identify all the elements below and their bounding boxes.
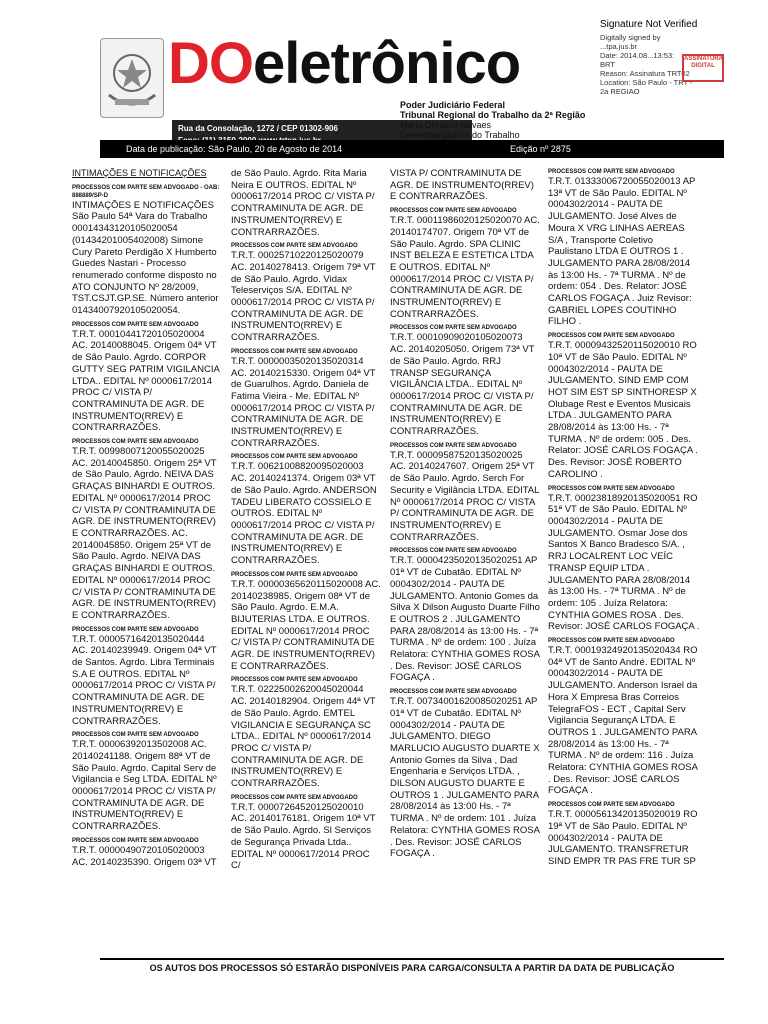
entry-text: T.R.T. 00005716420135020444 AC. 20140239949. Origem 04ª VT de Santos. Agrdo. Libra Terminais S.A E OUTROS. EDITAL Nº 0000617/2014 PROC C/ VISTA P/ CONTRAMINUTA DE AGR. DE INSTRUMENTO(RREV) E CONTRARRAZÕES. [72, 633, 217, 727]
entry-heading: PROCESSOS COM PARTE SEM ADVOGADO [548, 169, 675, 175]
entry-text: T.R.T. 00009587520135020025 AC. 20140247607. Origem 25ª VT de São Paulo. Agrdo. Serch For Security e Vigilância LTDA. EDITAL Nº 0000617/2014 PROC C/ VISTA P/ CONTRAMINUTA DE AGR. DE INSTRUMENTO(RREV) E CONTRARRAZÕES. [390, 449, 540, 543]
court-line-2: Tribunal Regional do Trabalho da 2ª Região [400, 110, 586, 120]
entry-text: VISTA P/ CONTRAMINUTA DE AGR. DE INSTRUMENTO(RREV) E CONTRARRAZÕES. [390, 168, 534, 203]
entry-heading: PROCESSOS COM PARTE SEM ADVOGADO [231, 243, 358, 250]
entry-heading: PROCESSOS COM PARTE SEM ADVOGADO [390, 325, 517, 332]
section-title: INTIMAÇÕES E NOTIFICAÇÕES [72, 168, 207, 178]
entry-heading: PROCESSOS COM PARTE SEM ADVOGADO - OAB: 888889/SP-D [72, 184, 220, 199]
signature-status: Signature Not Verified [600, 19, 698, 30]
logo-eletronico: eletrônico [253, 31, 521, 96]
entry-text: T.R.T. 00010441720105020004 AC. 20140088045. Origem 04ª VT de São Paulo. Agrdo. CORPOR GUTTY SEG PATRIM VIGILANCIA LTDA.. EDITAL Nº 0000617/2014 PROC C/ VISTA P/ CONTRAMINUTA DE AGR. DE INSTRUMENTO(RREV) E CONTRARRAZÕES. [72, 328, 220, 434]
entry-text: T.R.T. 00007264520125020010 AC. 20140176181. Origem 10ª VT de São Paulo. Agrdo. Sl Serviços de Segurança Privada Ltda.. EDITAL Nº 0000617/2014 PROC C/ [231, 801, 376, 872]
entry-heading: PROCESSOS COM PARTE SEM ADVOGADO [231, 794, 358, 801]
publication-date: Data de publicação: São Paulo, 20 de Agosto de 2014 [126, 144, 343, 154]
signature-line-5: Reason: Assinatura TRT02 [600, 69, 690, 78]
logo-do: DO [168, 31, 253, 96]
signature-line-1: Digitally signed by [600, 33, 661, 42]
entry-heading: PROCESSOS COM PARTE SEM ADVOGADO [390, 442, 517, 449]
column-1 [72, 168, 222, 868]
entry-text: T.R.T. 00006392013502008 AC. 20140241188. Origem 88ª VT de São Paulo. Agrdo. Capital Serv de Vigilancia e Seg LTDA. EDITAL Nº 0000617/2014 PROC C/ VISTA P/ CONTRAMINUTA DE AGR. DE INSTRUMENTO(RREV) E CONTRARRAZÕES. [72, 739, 217, 833]
column-4 [548, 168, 700, 868]
signature-line-3: Date: 2014.08...13:53: [600, 51, 675, 60]
entry-heading: PROCESSOS COM PARTE SEM ADVOGADO [72, 732, 199, 739]
column-2 [231, 168, 381, 872]
digital-signature-block[interactable] [600, 20, 760, 110]
entry-text: T.R.T. 00005613420135020019 RO 19ª VT de São Paulo. EDITAL Nº 0004302/2014 - PAUTA DE JULGAMENTO. TRANSFRETUR SIND EMPR TR PAS FRE TUR SP [548, 809, 698, 867]
entry-text: T.R.T. 01333006720055020013 AP 13ª VT de São Paulo. EDITAL Nº 0004302/2014 - PAUTA DE JULGAMENTO. José Alves de Moura X VRG LINHAS AEREAS S/A , Transporte Coletivo Paulistano LTDA E OUTROS 1 . JULGAMENTO PARA 28/08/2014 às 13:00 Hs. - 7ª TURMA . Nº de ordem: 054 . Des. Relator: JOSÉ CARLOS FOGAÇA . Juiz Revisor: GABRIEL LOPES COUTINHO FILHO . [548, 176, 696, 328]
signature-line-4: BRT [600, 60, 615, 69]
footer-notice: OS AUTOS DOS PROCESSOS SÓ ESTARÃO DISPONÍVEIS PARA CARGA/CONSULTA A PARTIR DA DATA DE PUBLICAÇÃO [100, 958, 724, 973]
entry-heading: PROCESSOS COM PARTE SEM ADVOGADO [390, 689, 517, 696]
column-3 [390, 168, 540, 860]
entry-heading: PROCESSOS COM PARTE SEM ADVOGADO [72, 837, 199, 844]
signature-stamp-icon: ASSINATURA DIGITAL [682, 54, 724, 82]
entry-heading: PROCESSOS COM PARTE SEM ADVOGADO [548, 638, 675, 645]
entry-heading: PROCESSOS COM PARTE SEM ADVOGADO [231, 454, 358, 461]
entry-heading: PROCESSOS COM PARTE SEM ADVOGADO [231, 677, 358, 684]
entry-text: T.R.T. 00734001620085020251 AP 01ª VT de Cubatão. EDITAL Nº 0004302/2014 - PAUTA DE JULGAMENTO. DIEGO MARLUCIO AUGUSTO DUARTE X Antonio Gomes da Silva , Dad Engenharia e Serviços LTDA. , DILSON AUGUSTO DUARTE E OUTROS 1 . JULGAMENTO PARA 28/08/2014 às 13:00 Hs. - 7ª TURMA . Nº de ordem: 101 . Juíza Relatora: CYNTHIA GOMES ROSA . Des. Revisor: JOSÉ CARLOS FOGAÇA . [390, 696, 540, 860]
entry-heading: PROCESSOS COM PARTE SEM ADVOGADO [548, 802, 675, 809]
entry-text: T.R.T. 00000365620115020008 AC. 20140238985. Origem 08ª VT de São Paulo. Agrdo. E.M.A. BIJUTERIAS LTDA. E OUTROS. EDITAL Nº 0000617/2014 PROC C/ VISTA P/ CONTRAMINUTA DE AGR. DE INSTRUMENTO(RREV) E CONTRARRAZÕES. [231, 578, 381, 672]
entry-heading: PROCESSOS COM PARTE SEM ADVOGADO [548, 485, 675, 492]
court-line-1: Poder Judiciário Federal [400, 100, 506, 110]
signature-line-7: 2a REGIAO [600, 87, 640, 96]
entry-text: T.R.T. 00004235020135020251 AP 01ª VT de Cubatão. EDITAL Nº 0004302/2014 - PAUTA DE JULGAMENTO. Antonio Gomes da Silva X Dilson Augusto Duarte Filho E OUTROS 2 . JULGAMENTO PARA 28/08/2014 às 13:00 Hs. - 7ª TURMA . Nº de ordem: 100 . Juíza Relatora: CYNTHIA GOMES ROSA . Des. Revisor: JOSÉ CARLOS FOGAÇA . [390, 555, 540, 684]
entry-text: T.R.T. 00010909020105020073 AC. 20140205050. Origem 73ª VT de São Paulo. Agrdo. RRJ TRANSP SEGURANÇA VIGILÂNCIA LTDA.. EDITAL Nº 0000617/2014 PROC C/ VISTA P/ CONTRAMINUTA DE AGR. DE INSTRUMENTO(RREV) E CONTRARRAZÕES. [390, 332, 535, 438]
entry-text: T.R.T. 00000490720105020003 AC. 20140235390. Origem 03ª VT [72, 844, 217, 868]
entry-text: T.R.T. 00011986020125020070 AC. 20140174707. Origem 70ª VT de São Paulo. Agrdo. SPA CLINIC INST BELEZA E ESTETICA LTDA E OUTROS. EDITAL Nº 0000617/2014 PROC C/ VISTA P/ CONTRAMINUTA DE AGR. DE INSTRUMENTO(RREV) E CONTRARRAZÕES. [390, 215, 540, 320]
publication-bar [100, 140, 724, 158]
entry-heading: PROCESSOS COM PARTE SEM ADVOGADO [72, 439, 199, 446]
coat-of-arms-icon [100, 38, 164, 118]
signature-line-6: Location: São Paulo - TRT - [600, 78, 693, 87]
entry-text: T.R.T. 00025710220125020079 AC. 20140278413. Origem 79ª VT de São Paulo. Agrdo. Vidax Teleserviços S/A. EDITAL Nº 0000617/2014 PROC C/ VISTA P/ CONTRAMINUTA DE AGR. DE INSTRUMENTO(RREV) E CONTRARRAZÕES. [231, 250, 376, 344]
entry-text: T.R.T. 00023818920135020051 RO 51ª VT de São Paulo. EDITAL Nº 0004302/2014 - PAUTA DE JULGAMENTO. Osmar Jose dos Santos X Banco Bradesco S/A. , RRJ LOCALRENT LOC VEÍC TRANSP EQUIP LTDA . JULGAMENTO PARA 28/08/2014 às 13:00 Hs. - 7ª TURMA . Nº de ordem: 105 . Juíza Relatora: CYNTHIA GOMES ROSA . Des. Revisor: JOSÉ CARLOS FOGAÇA . [548, 492, 700, 633]
court-line-3: Maria Doralice Novaes [400, 120, 492, 130]
entry-heading: PROCESSOS COM PARTE SEM ADVOGADO [72, 321, 199, 328]
entry-text: INTIMAÇÕES E NOTIFICAÇÕES São Paulo 54ª Vara do Trabalho 00014343120105020054 (01434201005402008) Simone Cury Pareto Perdigão X Humberto Guedes Nastari - Processo renumerado conforme disposto no ATO CONJUNTO Nº 28/2009, TST.CSJT.GP.SE. Número anterior 01434007920105020054. [72, 199, 219, 317]
entry-heading: PROCESSOS COM PARTE SEM ADVOGADO [548, 333, 675, 340]
entry-text: T.R.T. 00009432520115020010 RO 10ª VT de São Paulo. EDITAL Nº 0004302/2014 - PAUTA DE JULGAMENTO. SIND EMP COM HOT SIM EST SP SINTHORESP X Olubage Rest e Eventos Musicais LTDA . JULGAMENTO PARA 28/08/2014 às 13:00 Hs. - 7ª TURMA . Nº de ordem: 005 . Des. Relator: JOSÉ CARLOS FOGAÇA . Des. Revisor: JOSÉ ROBERTO CAROLINO . [548, 340, 698, 480]
entry-heading: PROCESSOS COM PARTE SEM ADVOGADO [231, 571, 358, 578]
entry-text: T.R.T. 00621008820095020003 AC. 20140241374. Origem 03ª VT de São Paulo. Agrdo. ANDERSON TADEU LIBERATO COSSIELO E OUTROS. EDITAL Nº 0000617/2014 PROC C/ VISTA P/ CONTRAMINUTA DE AGR. DE INSTRUMENTO(RREV) E CONTRARRAZÕES. [231, 461, 377, 567]
edition-number: Edição nº 2875 [510, 144, 571, 154]
entry-heading: PROCESSOS COM PARTE SEM ADVOGADO [72, 626, 199, 633]
entry-text: de São Paulo. Agrdo. Rita Maria Neira E OUTROS. EDITAL Nº 0000617/2014 PROC C/ VISTA P/ CONTRAMINUTA DE AGR. DE INSTRUMENTO(RREV) E CONTRARRAZÕES. [231, 168, 375, 238]
entry-text: T.R.T. 00019324920135020434 RO 04ª VT de Santo André. EDITAL Nº 0004302/2014 - PAUTA DE JULGAMENTO. Anderson Israel da Hora X Empresa Bras Correios TelegraFOS - ECT , Capital Serv Vigilancia SegurançA LTDA. E OUTROS 1 . JULGAMENTO PARA 28/08/2014 às 13:00 Hs. - 7ª TURMA . Nº de ordem: 116 . Juíza Relatora: CYNTHIA GOMES ROSA . Des. Revisor: JOSÉ CARLOS FOGAÇA . [548, 645, 698, 797]
entry-heading: PROCESSOS COM PARTE SEM ADVOGADO [390, 208, 517, 215]
entry-heading: PROCESSOS COM PARTE SEM ADVOGADO [231, 348, 358, 355]
masthead [100, 30, 600, 140]
court-line-4: Desembargadora do Trabalho [400, 130, 520, 140]
entry-text: T.R.T. 00000035020135020314 AC. 20140215330. Origem 04ª VT de Guarulhos. Agrdo. Daniela de Fatima Vieira - Me. EDITAL Nº 0000617/2014 PROC C/ VISTA P/ CONTRAMINUTA DE AGR. DE INSTRUMENTO(RREV) E CONTRARRAZÕES. [231, 355, 376, 449]
signature-line-2: ...tpa.jus.br [600, 42, 638, 51]
entry-heading: PROCESSOS COM PARTE SEM ADVOGADO [390, 548, 517, 555]
gazette-logo [168, 32, 520, 96]
entry-text: T.R.T. 02225002620045020044 AC. 20140182904. Origem 44ª VT de São Paulo. Agrdo. EMTEL VIGILANCIA E SEGURANÇA SC LTDA.. EDITAL Nº 0000617/2014 PROC C/ VISTA P/ CONTRAMINUTA DE AGR. DE INSTRUMENTO(RREV) E CONTRARRAZÕES. [231, 684, 376, 790]
entry-text: T.R.T. 00998007120055020025 AC. 20140045850. Origem 25ª VT de São Paulo. Agrdo. NEIVA DAS GRAÇAS BINHARDI E OUTROS. EDITAL Nº 0000617/2014 PROC C/ VISTA P/ CONTRAMINUTA DE AGR. DE INSTRUMENTO(RREV) E CONTRARRAZÕES. AC. 20140045850. Origem 25ª VT de São Paulo. Agrdo. NEIVA DAS GRAÇAS BINHARDI E OUTROS. EDITAL Nº 0000617/2014 PROC C/ VISTA P/ CONTRAMINUTA DE AGR. DE INSTRUMENTO(RREV) E CONTRARRAZÕES. [72, 446, 217, 621]
address: Rua da Consolação, 1272 / CEP 01302-906 [178, 124, 338, 133]
